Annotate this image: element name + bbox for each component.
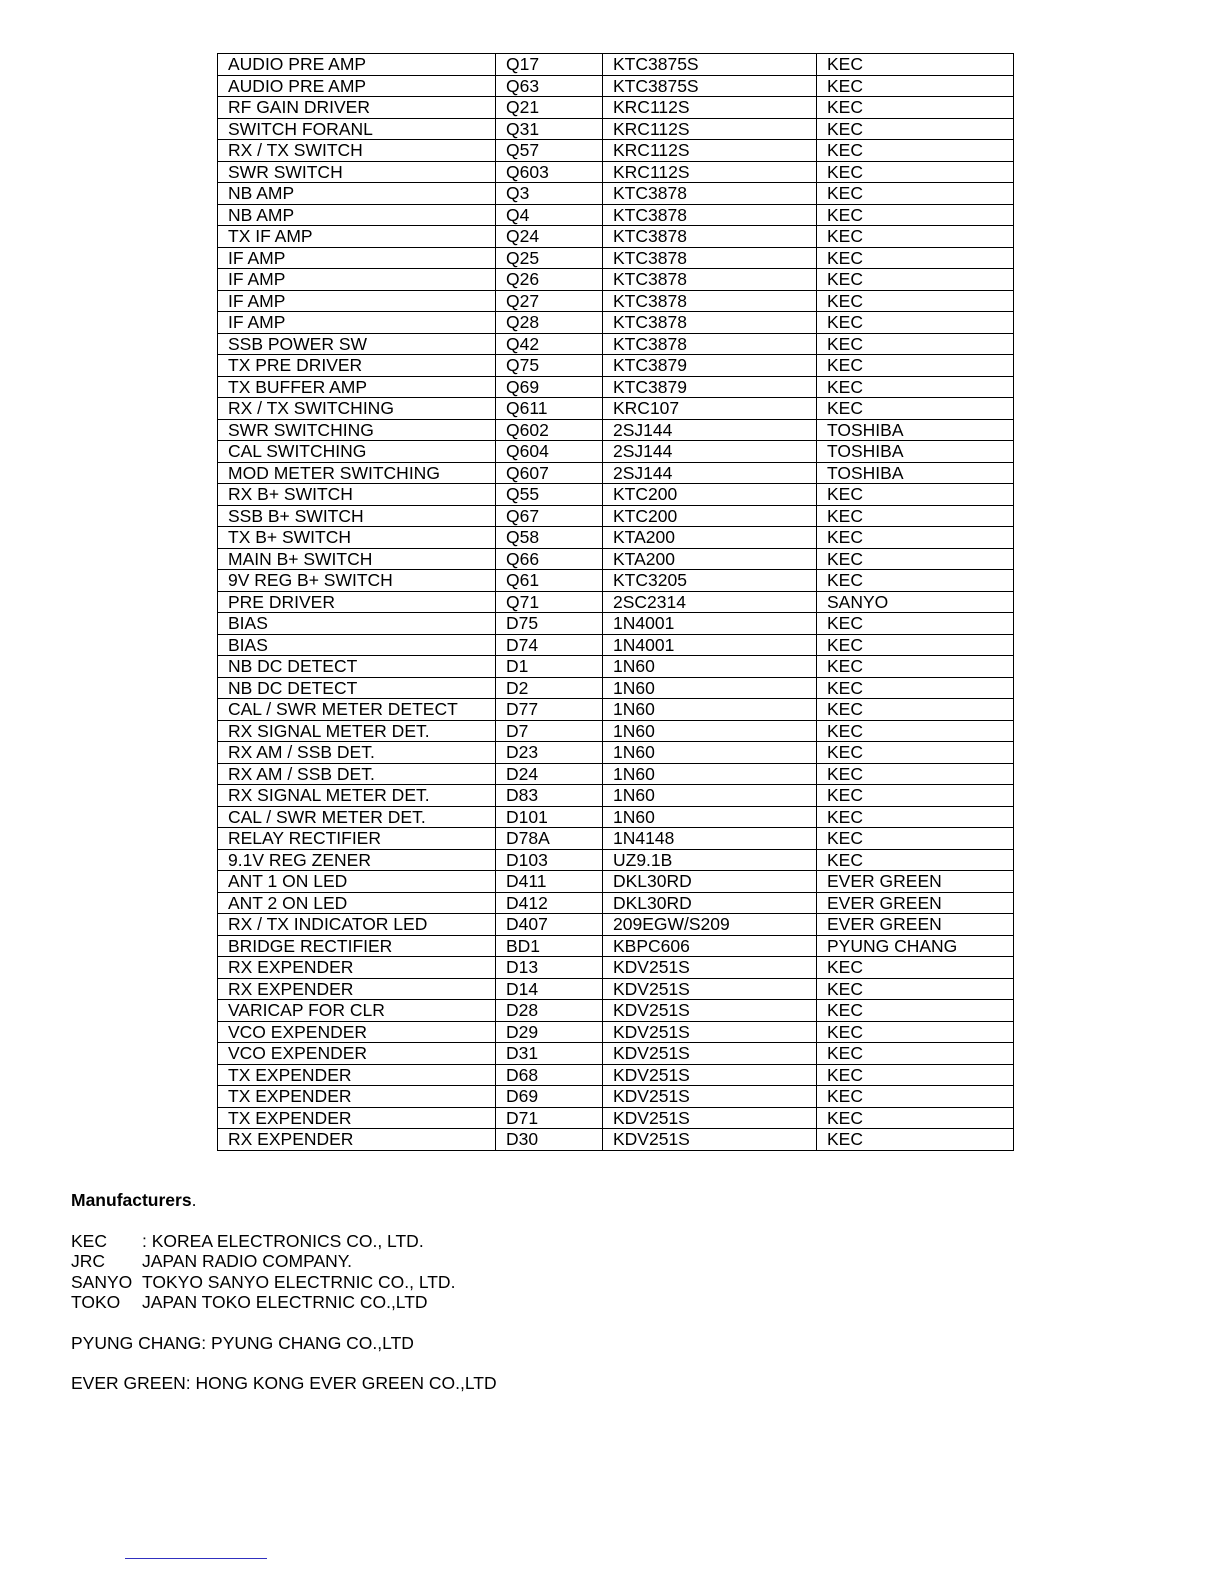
table-row (218, 140, 1014, 162)
table-row (218, 1064, 1014, 1086)
table-row (218, 75, 1014, 97)
part-function-cell: TX EXPENDER (218, 1086, 496, 1108)
part-function-cell: RX / TX INDICATOR LED (218, 914, 496, 936)
manufacturer-row (71, 1292, 497, 1313)
part-ref-cell: Q24 (496, 226, 603, 248)
manufacturers-heading (71, 1190, 497, 1211)
part-function-cell: RELAY RECTIFIER (218, 828, 496, 850)
part-ref-cell: Q3 (496, 183, 603, 205)
part-function-cell: AUDIO PRE AMP (218, 75, 496, 97)
part-maker-cell: PYUNG CHANG (817, 935, 1014, 957)
part-ref-cell: Q25 (496, 247, 603, 269)
part-function-cell: IF AMP (218, 247, 496, 269)
part-ref-cell: Q21 (496, 97, 603, 119)
table-row (218, 677, 1014, 699)
part-function-cell: SWITCH FORANL (218, 118, 496, 140)
part-function-cell: IF AMP (218, 312, 496, 334)
part-ref-cell: Q58 (496, 527, 603, 549)
part-function-cell: RX EXPENDER (218, 957, 496, 979)
part-function-cell: NB DC DETECT (218, 677, 496, 699)
table-row (218, 570, 1014, 592)
manufacturer-code: KEC (71, 1230, 107, 1251)
part-number-cell: KRC112S (603, 97, 817, 119)
part-maker-cell: KEC (817, 720, 1014, 742)
part-number-cell: KDV251S (603, 1043, 817, 1065)
part-ref-cell: D2 (496, 677, 603, 699)
part-maker-cell: TOSHIBA (817, 419, 1014, 441)
part-ref-cell: D83 (496, 785, 603, 807)
part-number-cell: KDV251S (603, 978, 817, 1000)
manufacturers-section (71, 1190, 497, 1394)
part-function-cell: NB AMP (218, 183, 496, 205)
part-ref-cell: D30 (496, 1129, 603, 1151)
part-function-cell: RX EXPENDER (218, 1129, 496, 1151)
part-number-cell: KRC112S (603, 140, 817, 162)
table-row (218, 355, 1014, 377)
part-ref-cell: Q611 (496, 398, 603, 420)
manufacturer-name: JAPAN RADIO COMPANY. (142, 1251, 353, 1271)
table-row (218, 505, 1014, 527)
part-number-cell: DKL30RD (603, 892, 817, 914)
table-row (218, 720, 1014, 742)
part-number-cell: KTC200 (603, 484, 817, 506)
manufacturers-heading-suffix: . (191, 1190, 197, 1210)
part-function-cell: VARICAP FOR CLR (218, 1000, 496, 1022)
part-function-cell: ANT 2 ON LED (218, 892, 496, 914)
part-maker-cell: KEC (817, 1043, 1014, 1065)
part-maker-cell: KEC (817, 75, 1014, 97)
part-number-cell: 1N60 (603, 720, 817, 742)
table-row (218, 871, 1014, 893)
part-ref-cell: D31 (496, 1043, 603, 1065)
part-maker-cell: KEC (817, 290, 1014, 312)
part-maker-cell: KEC (817, 613, 1014, 635)
part-number-cell: 209EGW/S209 (603, 914, 817, 936)
part-number-cell: KBPC606 (603, 935, 817, 957)
table-row (218, 269, 1014, 291)
part-maker-cell: KEC (817, 484, 1014, 506)
part-ref-cell: Q28 (496, 312, 603, 334)
part-ref-cell: D14 (496, 978, 603, 1000)
part-function-cell: IF AMP (218, 269, 496, 291)
table-row (218, 785, 1014, 807)
parts-table-body (218, 54, 1014, 1151)
table-row (218, 1086, 1014, 1108)
part-maker-cell: KEC (817, 312, 1014, 334)
part-maker-cell: KEC (817, 634, 1014, 656)
table-row (218, 978, 1014, 1000)
part-number-cell: 2SJ144 (603, 462, 817, 484)
part-number-cell: DKL30RD (603, 871, 817, 893)
table-row (218, 742, 1014, 764)
part-maker-cell: KEC (817, 1086, 1014, 1108)
pyung-chang-note: PYUNG CHANG: PYUNG CHANG CO.,LTD (71, 1332, 414, 1353)
part-ref-cell: Q63 (496, 75, 603, 97)
part-maker-cell: TOSHIBA (817, 462, 1014, 484)
part-function-cell: TX PRE DRIVER (218, 355, 496, 377)
part-number-cell: KDV251S (603, 1021, 817, 1043)
part-maker-cell: KEC (817, 140, 1014, 162)
part-number-cell: KTC200 (603, 505, 817, 527)
part-maker-cell: EVER GREEN (817, 871, 1014, 893)
part-ref-cell: Q27 (496, 290, 603, 312)
part-number-cell: 1N60 (603, 785, 817, 807)
part-function-cell: NB AMP (218, 204, 496, 226)
manufacturer-code: JRC (71, 1251, 106, 1271)
part-maker-cell: KEC (817, 785, 1014, 807)
part-ref-cell: Q75 (496, 355, 603, 377)
table-row (218, 548, 1014, 570)
part-number-cell: KTC3875S (603, 54, 817, 76)
part-number-cell: 1N60 (603, 656, 817, 678)
part-function-cell: MAIN B+ SWITCH (218, 548, 496, 570)
part-maker-cell: KEC (817, 376, 1014, 398)
part-ref-cell: D75 (496, 613, 603, 635)
table-row (218, 935, 1014, 957)
part-function-cell: TX EXPENDER (218, 1064, 496, 1086)
part-number-cell: KTC3875S (603, 75, 817, 97)
part-function-cell: 9.1V REG ZENER (218, 849, 496, 871)
table-row (218, 441, 1014, 463)
table-row (218, 462, 1014, 484)
part-function-cell: VCO EXPENDER (218, 1021, 496, 1043)
part-number-cell: KTC3878 (603, 247, 817, 269)
part-number-cell: KTA200 (603, 548, 817, 570)
part-maker-cell: KEC (817, 1021, 1014, 1043)
part-number-cell: 2SC2314 (603, 591, 817, 613)
part-number-cell: KRC112S (603, 118, 817, 140)
part-function-cell: IF AMP (218, 290, 496, 312)
table-row (218, 97, 1014, 119)
part-ref-cell: D13 (496, 957, 603, 979)
part-number-cell: KTC3878 (603, 290, 817, 312)
part-maker-cell: KEC (817, 570, 1014, 592)
part-maker-cell: EVER GREEN (817, 914, 1014, 936)
part-number-cell: 1N60 (603, 677, 817, 699)
table-row (218, 161, 1014, 183)
part-number-cell: KTC3878 (603, 183, 817, 205)
table-row (218, 527, 1014, 549)
part-ref-cell: D69 (496, 1086, 603, 1108)
footer-rule (125, 1558, 267, 1559)
part-ref-cell: Q4 (496, 204, 603, 226)
part-number-cell: 1N4001 (603, 613, 817, 635)
part-ref-cell: Q67 (496, 505, 603, 527)
part-ref-cell: D71 (496, 1107, 603, 1129)
part-maker-cell: KEC (817, 978, 1014, 1000)
part-maker-cell: KEC (817, 398, 1014, 420)
table-row (218, 613, 1014, 635)
part-function-cell: RX / TX SWITCHING (218, 398, 496, 420)
table-row (218, 226, 1014, 248)
manufacturer-name: TOKYO SANYO ELECTRNIC CO., LTD. (142, 1271, 456, 1292)
part-ref-cell: Q66 (496, 548, 603, 570)
part-maker-cell: TOSHIBA (817, 441, 1014, 463)
part-number-cell: 1N60 (603, 763, 817, 785)
table-row (218, 333, 1014, 355)
part-maker-cell: KEC (817, 527, 1014, 549)
part-ref-cell: D68 (496, 1064, 603, 1086)
part-ref-cell: D101 (496, 806, 603, 828)
part-maker-cell: KEC (817, 54, 1014, 76)
part-ref-cell: D23 (496, 742, 603, 764)
part-function-cell: BRIDGE RECTIFIER (218, 935, 496, 957)
table-row (218, 1000, 1014, 1022)
part-function-cell: NB DC DETECT (218, 656, 496, 678)
part-number-cell: 1N60 (603, 742, 817, 764)
table-row (218, 118, 1014, 140)
part-number-cell: KDV251S (603, 1086, 817, 1108)
manufacturer-name: JAPAN TOKO ELECTRNIC CO.,LTD (142, 1292, 428, 1312)
part-maker-cell: KEC (817, 204, 1014, 226)
part-number-cell: KTA200 (603, 527, 817, 549)
part-function-cell: 9V REG B+ SWITCH (218, 570, 496, 592)
part-ref-cell: Q55 (496, 484, 603, 506)
part-ref-cell: Q26 (496, 269, 603, 291)
part-ref-cell: D78A (496, 828, 603, 850)
table-row (218, 183, 1014, 205)
part-number-cell: KDV251S (603, 957, 817, 979)
table-row (218, 591, 1014, 613)
part-maker-cell: KEC (817, 742, 1014, 764)
part-number-cell: 1N4001 (603, 634, 817, 656)
part-ref-cell: Q31 (496, 118, 603, 140)
part-function-cell: SWR SWITCHING (218, 419, 496, 441)
part-maker-cell: KEC (817, 828, 1014, 850)
part-number-cell: 1N60 (603, 806, 817, 828)
table-row (218, 1129, 1014, 1151)
part-function-cell: RF GAIN DRIVER (218, 97, 496, 119)
part-function-cell: TX B+ SWITCH (218, 527, 496, 549)
part-ref-cell: D24 (496, 763, 603, 785)
table-row (218, 247, 1014, 269)
part-ref-cell: D7 (496, 720, 603, 742)
part-number-cell: KDV251S (603, 1107, 817, 1129)
part-ref-cell: BD1 (496, 935, 603, 957)
part-number-cell: KDV251S (603, 1129, 817, 1151)
part-function-cell: RX AM / SSB DET. (218, 742, 496, 764)
manufacturers-list (71, 1231, 497, 1313)
part-number-cell: 1N60 (603, 699, 817, 721)
part-number-cell: KTC3205 (603, 570, 817, 592)
table-row (218, 1021, 1014, 1043)
part-ref-cell: D407 (496, 914, 603, 936)
table-row (218, 806, 1014, 828)
part-maker-cell: KEC (817, 226, 1014, 248)
table-row (218, 290, 1014, 312)
table-row (218, 1107, 1014, 1129)
manufacturer-code: SANYO (71, 1271, 133, 1292)
part-maker-cell: KEC (817, 1000, 1014, 1022)
table-row (218, 957, 1014, 979)
part-maker-cell: KEC (817, 269, 1014, 291)
part-number-cell: UZ9.1B (603, 849, 817, 871)
table-row (218, 54, 1014, 76)
table-row (218, 914, 1014, 936)
part-number-cell: 1N4148 (603, 828, 817, 850)
part-maker-cell: KEC (817, 183, 1014, 205)
parts-table (217, 53, 1014, 1151)
table-row (218, 204, 1014, 226)
table-row (218, 892, 1014, 914)
part-maker-cell: KEC (817, 1129, 1014, 1151)
manufacturer-code: TOKO (71, 1292, 121, 1312)
part-function-cell: CAL / SWR METER DET. (218, 806, 496, 828)
part-ref-cell: D103 (496, 849, 603, 871)
part-maker-cell: KEC (817, 849, 1014, 871)
part-number-cell: KRC107 (603, 398, 817, 420)
manufacturer-name: : KOREA ELECTRONICS CO., LTD. (142, 1230, 424, 1251)
part-maker-cell: KEC (817, 1107, 1014, 1129)
part-function-cell: SWR SWITCH (218, 161, 496, 183)
part-number-cell: KTC3878 (603, 333, 817, 355)
part-maker-cell: KEC (817, 505, 1014, 527)
part-ref-cell: Q603 (496, 161, 603, 183)
part-maker-cell: KEC (817, 699, 1014, 721)
ever-green-note: EVER GREEN: HONG KONG EVER GREEN CO.,LTD (71, 1373, 497, 1393)
part-number-cell: KTC3878 (603, 226, 817, 248)
part-ref-cell: Q604 (496, 441, 603, 463)
part-function-cell: CAL SWITCHING (218, 441, 496, 463)
table-row (218, 849, 1014, 871)
part-ref-cell: D411 (496, 871, 603, 893)
part-maker-cell: KEC (817, 161, 1014, 183)
part-number-cell: 2SJ144 (603, 441, 817, 463)
part-number-cell: KTC3879 (603, 355, 817, 377)
part-ref-cell: D29 (496, 1021, 603, 1043)
part-function-cell: RX B+ SWITCH (218, 484, 496, 506)
part-function-cell: TX BUFFER AMP (218, 376, 496, 398)
part-maker-cell: KEC (817, 957, 1014, 979)
manufacturers-heading-text: Manufacturers (71, 1190, 192, 1210)
part-maker-cell: KEC (817, 118, 1014, 140)
manufacturer-row (71, 1251, 497, 1272)
table-row (218, 1043, 1014, 1065)
table-row (218, 419, 1014, 441)
part-ref-cell: Q69 (496, 376, 603, 398)
part-number-cell: KDV251S (603, 1064, 817, 1086)
part-function-cell: AUDIO PRE AMP (218, 54, 496, 76)
part-number-cell: KRC112S (603, 161, 817, 183)
part-function-cell: RX SIGNAL METER DET. (218, 785, 496, 807)
part-number-cell: KTC3878 (603, 204, 817, 226)
part-maker-cell: KEC (817, 333, 1014, 355)
part-maker-cell: EVER GREEN (817, 892, 1014, 914)
table-row (218, 699, 1014, 721)
part-ref-cell: Q602 (496, 419, 603, 441)
part-number-cell: KTC3878 (603, 269, 817, 291)
part-function-cell: RX SIGNAL METER DET. (218, 720, 496, 742)
part-ref-cell: Q42 (496, 333, 603, 355)
part-maker-cell: KEC (817, 806, 1014, 828)
part-maker-cell: KEC (817, 355, 1014, 377)
part-number-cell: 2SJ144 (603, 419, 817, 441)
table-row (218, 312, 1014, 334)
part-function-cell: BIAS (218, 634, 496, 656)
part-maker-cell: KEC (817, 548, 1014, 570)
table-row (218, 398, 1014, 420)
table-row (218, 656, 1014, 678)
part-ref-cell: D1 (496, 656, 603, 678)
part-function-cell: TX EXPENDER (218, 1107, 496, 1129)
part-ref-cell: Q71 (496, 591, 603, 613)
part-function-cell: TX IF AMP (218, 226, 496, 248)
part-function-cell: SSB POWER SW (218, 333, 496, 355)
part-function-cell: RX AM / SSB DET. (218, 763, 496, 785)
part-function-cell: SSB B+ SWITCH (218, 505, 496, 527)
manufacturer-row (71, 1231, 497, 1252)
part-function-cell: ANT 1 ON LED (218, 871, 496, 893)
part-ref-cell: D412 (496, 892, 603, 914)
part-maker-cell: KEC (817, 97, 1014, 119)
part-ref-cell: D28 (496, 1000, 603, 1022)
part-ref-cell: Q17 (496, 54, 603, 76)
table-row (218, 634, 1014, 656)
part-function-cell: MOD METER SWITCHING (218, 462, 496, 484)
table-row (218, 828, 1014, 850)
part-function-cell: BIAS (218, 613, 496, 635)
part-function-cell: PRE DRIVER (218, 591, 496, 613)
part-maker-cell: KEC (817, 247, 1014, 269)
part-maker-cell: SANYO (817, 591, 1014, 613)
part-function-cell: RX / TX SWITCH (218, 140, 496, 162)
part-function-cell: CAL / SWR METER DETECT (218, 699, 496, 721)
part-maker-cell: KEC (817, 656, 1014, 678)
part-function-cell: RX EXPENDER (218, 978, 496, 1000)
part-ref-cell: D77 (496, 699, 603, 721)
part-function-cell: VCO EXPENDER (218, 1043, 496, 1065)
part-number-cell: KTC3879 (603, 376, 817, 398)
part-maker-cell: KEC (817, 763, 1014, 785)
part-number-cell: KTC3878 (603, 312, 817, 334)
part-ref-cell: Q57 (496, 140, 603, 162)
table-row (218, 376, 1014, 398)
part-maker-cell: KEC (817, 677, 1014, 699)
table-row (218, 763, 1014, 785)
part-ref-cell: D74 (496, 634, 603, 656)
part-maker-cell: KEC (817, 1064, 1014, 1086)
table-row (218, 484, 1014, 506)
part-ref-cell: Q61 (496, 570, 603, 592)
manufacturer-row (71, 1272, 497, 1293)
part-ref-cell: Q607 (496, 462, 603, 484)
part-number-cell: KDV251S (603, 1000, 817, 1022)
